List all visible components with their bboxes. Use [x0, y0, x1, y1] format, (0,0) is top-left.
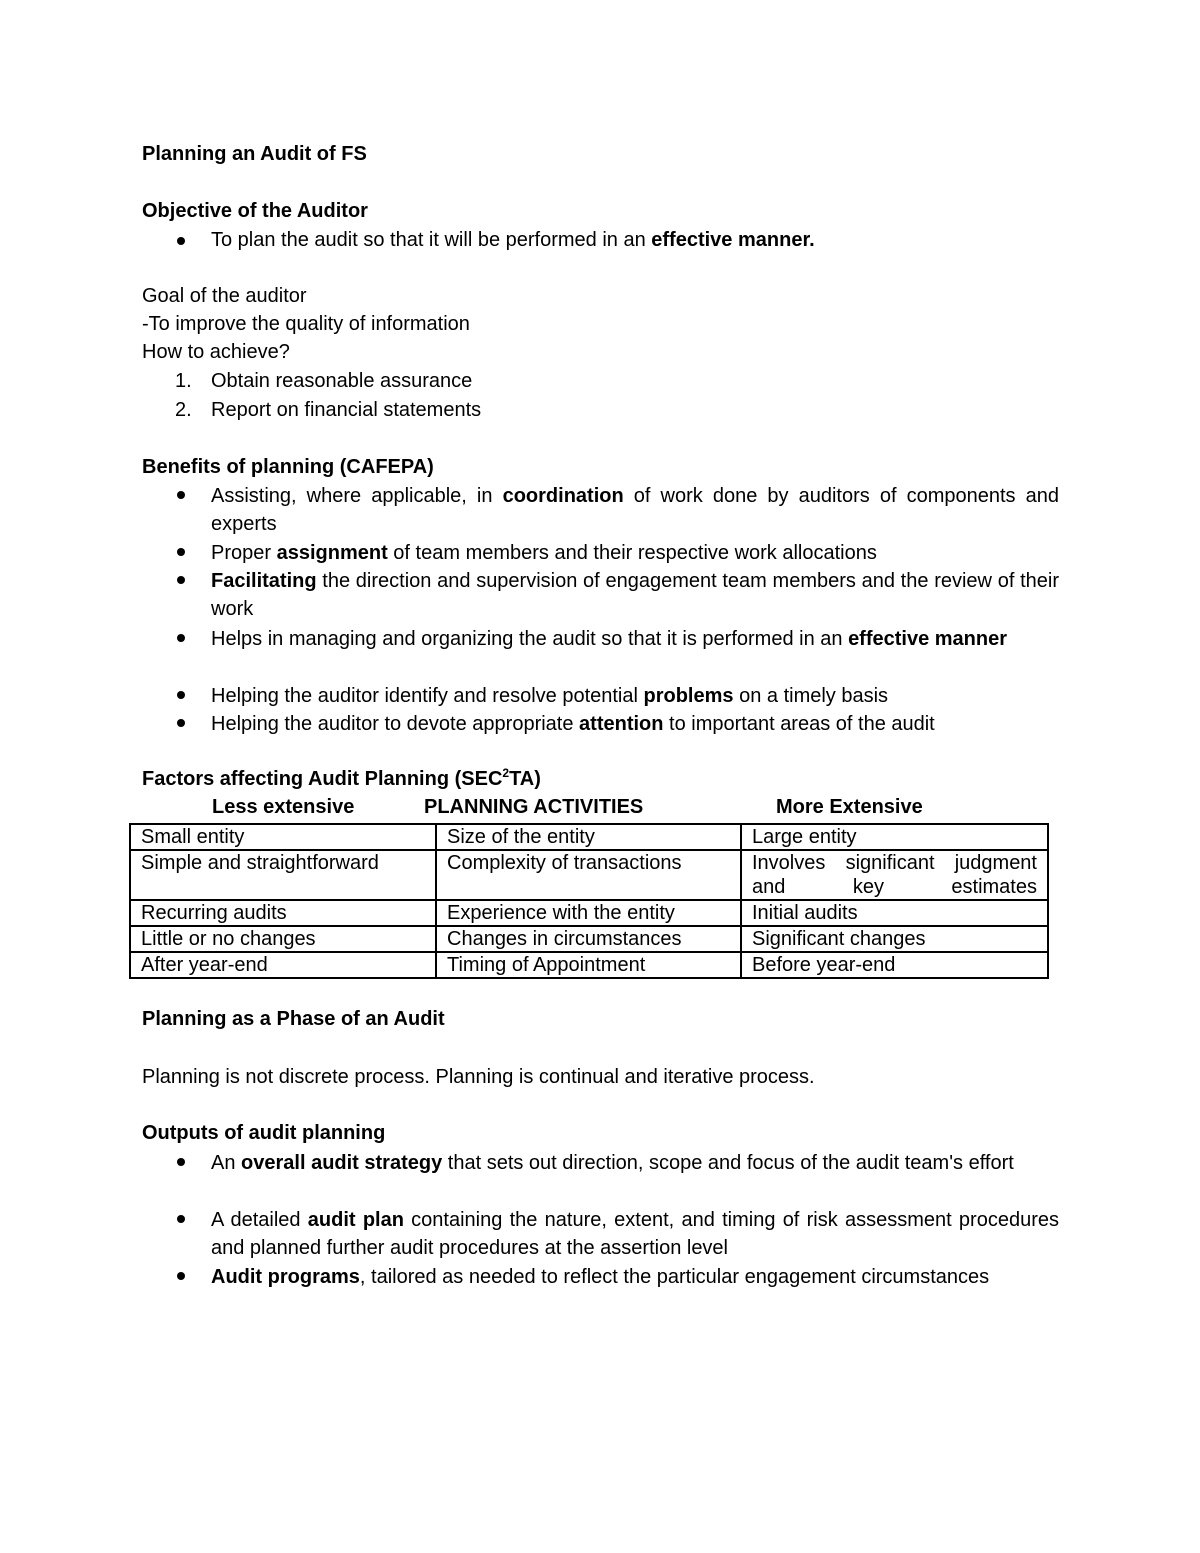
- list-number: 1.: [175, 370, 192, 392]
- benefits-heading: Benefits of planning (CAFEPA): [142, 456, 434, 478]
- bullet-icon: [177, 719, 185, 727]
- table-cell: Small entity: [130, 824, 436, 850]
- list-item: Assisting, where applicable, in coordination of work done by auditors of components and experts: [211, 485, 1059, 535]
- list-number: 2.: [175, 399, 192, 421]
- list-item: Report on financial statements: [211, 399, 482, 421]
- bullet-icon: [177, 491, 185, 499]
- how-to-achieve: How to achieve?: [142, 341, 290, 363]
- table-cell: Timing of Appointment: [436, 952, 741, 978]
- table-row: [130, 850, 1048, 900]
- table-cell: Before year-end: [741, 952, 1048, 978]
- list-item: An overall audit strategy that sets out direction, scope and focus of the audit team's effort: [211, 1152, 1014, 1174]
- goal-heading: Goal of the auditor: [142, 285, 307, 307]
- list-item: Helping the auditor identify and resolve potential problems on a timely basis: [211, 685, 889, 707]
- factors-table: [129, 823, 1049, 979]
- column-header-activities: PLANNING ACTIVITIES: [424, 796, 644, 818]
- list-item: Helping the auditor to devote appropriate attention to important areas of the audit: [211, 713, 935, 735]
- factors-heading: Factors affecting Audit Planning (SEC$^2$TA): [142, 766, 541, 790]
- table-cell: Complexity of transactions: [436, 850, 741, 900]
- phase-heading: Planning as a Phase of an Audit: [142, 1008, 445, 1030]
- bullet-icon: [177, 634, 185, 642]
- table-cell: Little or no changes: [130, 926, 436, 952]
- table-cell: Recurring audits: [130, 900, 436, 926]
- table-row: [130, 900, 1048, 926]
- bullet-icon: [177, 576, 185, 584]
- table-cell: Experience with the entity: [436, 900, 741, 926]
- list-item: A detailed audit plan containing the nature, extent, and timing of risk assessment procedures and planned further audit procedures at the assertion level: [211, 1209, 1059, 1259]
- bullet-icon: [177, 548, 185, 556]
- bullet-icon: [177, 1215, 185, 1223]
- goal-text: -To improve the quality of information: [142, 313, 470, 335]
- table-cell: Significant changes: [741, 926, 1048, 952]
- column-header-less: Less extensive: [212, 796, 355, 818]
- table-cell: Simple and straightforward: [130, 850, 436, 900]
- table-row: [130, 952, 1048, 978]
- column-header-more: More Extensive: [776, 796, 923, 818]
- list-item: Obtain reasonable assurance: [211, 370, 473, 392]
- list-item: Helps in managing and organizing the audit so that it is performed in an effective manner: [211, 628, 1008, 650]
- phase-text: Planning is not discrete process. Planning is continual and iterative process.: [142, 1066, 815, 1088]
- table-cell: Changes in circumstances: [436, 926, 741, 952]
- bullet-icon: [177, 1158, 185, 1166]
- objective-heading: Objective of the Auditor: [142, 200, 368, 222]
- table-cell: Initial audits: [741, 900, 1048, 926]
- table-cell: Size of the entity: [436, 824, 741, 850]
- bullet-icon: [177, 1272, 185, 1280]
- page-title: Planning an Audit of FS: [142, 143, 367, 165]
- table-row: [130, 824, 1048, 850]
- table-cell: Large entity: [741, 824, 1048, 850]
- objective-bullet: To plan the audit so that it will be performed in an effective manner.: [211, 229, 815, 251]
- table-cell: After year-end: [130, 952, 436, 978]
- list-item: Facilitating the direction and supervision of engagement team members and the review of their work: [211, 570, 1059, 620]
- list-item: Audit programs, tailored as needed to reflect the particular engagement circumstances: [211, 1266, 990, 1288]
- table-cell: Involves significant judgment and key estimates: [741, 850, 1048, 900]
- table-row: [130, 926, 1048, 952]
- list-item: Proper assignment of team members and their respective work allocations: [211, 542, 877, 564]
- bullet-icon: [177, 237, 185, 245]
- bullet-icon: [177, 691, 185, 699]
- outputs-heading: Outputs of audit planning: [142, 1122, 386, 1144]
